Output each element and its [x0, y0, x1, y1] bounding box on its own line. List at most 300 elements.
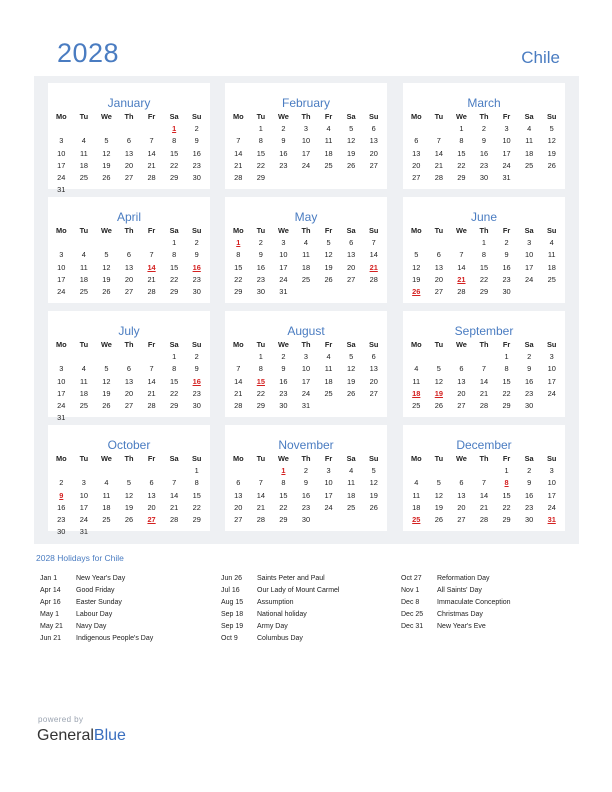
day-cell: 22 — [192, 502, 201, 512]
day-cell: 16 — [301, 490, 311, 500]
day-cell: 4 — [81, 136, 86, 146]
day-cell: 17 — [57, 274, 66, 284]
day-cell: 7 — [481, 364, 487, 374]
day-cell: 10 — [301, 364, 311, 374]
weekday-header: Su — [368, 340, 379, 349]
month-day-grid — [50, 453, 208, 538]
day-cell: 14 — [147, 376, 156, 386]
day-cell: 1 — [172, 352, 177, 362]
day-cell: 23 — [192, 388, 201, 398]
day-cell: 13 — [234, 490, 243, 500]
day-cell: 21 — [256, 502, 265, 512]
month-title: September — [454, 324, 514, 338]
month-august — [225, 311, 387, 417]
day-cell: 30 — [279, 400, 288, 410]
weekday-header: Su — [368, 226, 379, 235]
day-cell: 18 — [324, 376, 333, 386]
month-july — [48, 311, 210, 423]
weekday-header: We — [277, 112, 289, 121]
month-title: February — [281, 96, 331, 110]
holiday-name: Columbus Day — [257, 635, 303, 643]
holiday-entry — [401, 609, 511, 621]
holiday-name: Saints Peter and Paul — [257, 575, 325, 582]
holidays-title: 2028 Holidays for Chile — [36, 553, 124, 563]
holiday-name: Immaculate Conception — [437, 599, 511, 607]
day-cell: 3 — [303, 352, 309, 362]
day-cell: 4 — [414, 364, 419, 374]
weekday-header: Th — [124, 112, 134, 121]
month-title: March — [467, 96, 501, 110]
day-cell: 26 — [547, 160, 556, 170]
weekday-header: Su — [191, 226, 202, 235]
weekday-header: Sa — [169, 340, 179, 349]
day-cell: 13 — [457, 490, 466, 500]
day-cell: 31 — [502, 172, 511, 182]
day-cell: 18 — [79, 274, 88, 284]
day-cell: 27 — [124, 400, 134, 410]
weekday-header: Th — [301, 340, 311, 349]
weekday-header: Tu — [434, 340, 444, 349]
day-cell: 29 — [502, 514, 511, 524]
weekday-header: Fr — [502, 112, 511, 121]
month-march — [403, 83, 565, 189]
day-cell: 15 — [279, 490, 288, 500]
holiday-day: 19 — [434, 388, 443, 398]
weekday-header: Fr — [324, 112, 333, 121]
day-cell: 30 — [502, 286, 511, 296]
holiday-date: Jan 1 — [40, 575, 58, 582]
weekday-header: Th — [301, 112, 311, 121]
day-cell: 8 — [258, 136, 263, 146]
holiday-date: Apr 14 — [40, 587, 61, 595]
day-cell: 28 — [234, 400, 243, 410]
holiday-name: New Year's Day — [76, 575, 126, 582]
day-cell: 8 — [172, 364, 177, 374]
weekday-header: Su — [368, 454, 379, 463]
day-cell: 12 — [369, 478, 378, 488]
day-cell: 24 — [525, 274, 534, 284]
day-cell: 3 — [527, 238, 532, 248]
weekday-header: Mo — [410, 226, 422, 235]
day-cell: 29 — [502, 400, 511, 410]
month-june — [403, 197, 565, 303]
powered-by-text: powered by — [38, 715, 84, 724]
day-cell: 2 — [281, 352, 286, 362]
day-cell: 24 — [57, 172, 66, 182]
day-cell: 20 — [457, 502, 466, 512]
day-cell: 17 — [547, 376, 556, 386]
day-cell: 20 — [369, 376, 378, 386]
day-cell: 9 — [504, 250, 509, 260]
holiday-day: 14 — [147, 262, 156, 272]
day-cell: 23 — [502, 274, 511, 284]
day-cell: 14 — [147, 148, 156, 158]
day-cell: 5 — [349, 124, 354, 134]
holiday-entry — [401, 585, 511, 597]
holiday-date: Oct 27 — [401, 575, 422, 582]
month-day-grid — [50, 111, 208, 196]
weekday-header: Sa — [346, 226, 356, 235]
day-cell: 5 — [436, 478, 441, 488]
holiday-name: Navy Day — [76, 623, 107, 631]
day-cell: 20 — [147, 502, 156, 512]
day-cell: 11 — [525, 136, 533, 146]
day-cell: 16 — [525, 376, 534, 386]
day-cell: 21 — [147, 388, 156, 398]
day-cell: 6 — [371, 352, 376, 362]
empty-cell — [405, 465, 428, 477]
weekday-header: Su — [546, 340, 557, 349]
empty-cell — [450, 351, 473, 363]
day-cell: 13 — [124, 148, 134, 158]
holiday-name: Good Friday — [76, 587, 115, 595]
day-cell: 22 — [234, 274, 243, 284]
day-cell: 5 — [414, 250, 419, 260]
day-cell: 10 — [79, 490, 88, 500]
day-cell: 9 — [194, 364, 199, 374]
holiday-date: Sep 18 — [221, 611, 244, 619]
day-cell: 24 — [324, 502, 333, 512]
day-cell: 29 — [170, 286, 179, 296]
empty-cell — [405, 351, 428, 363]
day-cell: 21 — [147, 160, 156, 170]
day-cell: 21 — [170, 502, 179, 512]
holiday-name: National holiday — [257, 611, 307, 619]
weekday-header: Sa — [169, 454, 179, 463]
day-cell: 11 — [324, 364, 333, 374]
day-cell: 14 — [256, 490, 265, 500]
day-cell: 5 — [326, 238, 331, 248]
weekday-header: Th — [479, 112, 489, 121]
month-january — [48, 83, 210, 195]
holiday-entry — [40, 597, 153, 609]
empty-cell — [450, 465, 473, 477]
weekday-header: We — [100, 112, 112, 121]
weekday-header: Sa — [524, 454, 534, 463]
empty-cell — [95, 351, 118, 363]
day-cell: 15 — [479, 262, 489, 272]
empty-cell — [95, 465, 118, 477]
month-day-grid — [405, 225, 563, 298]
day-cell: 14 — [479, 490, 489, 500]
weekday-header: Sa — [346, 340, 356, 349]
month-day-grid — [405, 339, 563, 412]
holiday-day: 31 — [547, 514, 556, 524]
day-cell: 13 — [369, 136, 378, 146]
weekday-header: We — [455, 340, 467, 349]
day-cell: 5 — [126, 478, 132, 488]
weekday-header: Fr — [324, 226, 333, 235]
weekday-header: Mo — [410, 454, 422, 463]
day-cell: 17 — [301, 376, 311, 386]
day-cell: 14 — [234, 148, 243, 158]
holiday-day: 21 — [457, 274, 466, 284]
day-cell: 28 — [147, 400, 156, 410]
day-cell: 17 — [57, 388, 66, 398]
empty-cell — [405, 123, 428, 135]
weekday-header: Mo — [410, 112, 422, 121]
day-cell: 5 — [349, 352, 354, 362]
empty-cell — [428, 237, 451, 249]
day-cell: 25 — [347, 502, 356, 512]
holiday-date: Jun 21 — [40, 635, 62, 643]
day-cell: 25 — [79, 400, 88, 410]
month-title: December — [456, 438, 512, 452]
day-cell: 14 — [457, 262, 466, 272]
day-cell: 4 — [326, 352, 331, 362]
day-cell: 7 — [236, 136, 241, 146]
day-cell: 1 — [481, 238, 487, 248]
weekday-header: Tu — [434, 226, 444, 235]
day-cell: 22 — [502, 388, 511, 398]
empty-cell — [118, 123, 141, 135]
holiday-date: Jul 16 — [221, 587, 240, 595]
day-cell: 10 — [57, 262, 66, 272]
day-cell: 3 — [303, 124, 309, 134]
empty-cell — [250, 465, 273, 477]
day-cell: 24 — [301, 388, 311, 398]
holiday-name: All Saints' Day — [437, 587, 482, 595]
day-cell: 21 — [234, 388, 243, 398]
day-cell: 4 — [104, 478, 109, 488]
day-cell: 4 — [303, 238, 309, 248]
day-cell: 17 — [547, 490, 556, 500]
day-cell: 24 — [57, 400, 66, 410]
month-april — [48, 197, 210, 303]
weekday-header: Tu — [256, 112, 266, 121]
day-cell: 19 — [369, 490, 378, 500]
day-cell: 20 — [347, 262, 356, 272]
day-cell: 3 — [504, 124, 509, 134]
day-cell: 6 — [414, 136, 419, 146]
day-cell: 26 — [434, 514, 443, 524]
day-cell: 16 — [525, 490, 534, 500]
empty-cell — [118, 465, 141, 477]
day-cell: 3 — [59, 250, 64, 260]
weekday-header: Th — [124, 454, 134, 463]
weekday-header: Fr — [147, 226, 156, 235]
day-cell: 17 — [502, 148, 511, 158]
day-cell: 13 — [457, 376, 466, 386]
day-cell: 6 — [126, 364, 132, 374]
day-cell: 27 — [234, 514, 243, 524]
day-cell: 19 — [347, 148, 356, 158]
day-cell: 12 — [324, 250, 333, 260]
day-cell: 29 — [256, 172, 265, 182]
day-cell: 30 — [525, 514, 534, 524]
holiday-column-3 — [401, 573, 511, 633]
day-cell: 19 — [324, 262, 333, 272]
weekday-header: Tu — [256, 454, 266, 463]
weekday-header: Sa — [524, 340, 534, 349]
day-cell: 12 — [412, 262, 421, 272]
empty-cell — [473, 465, 496, 477]
day-cell: 6 — [126, 136, 132, 146]
day-cell: 18 — [525, 148, 534, 158]
month-may — [225, 197, 387, 303]
empty-cell — [50, 465, 73, 477]
day-cell: 10 — [57, 148, 66, 158]
weekday-header: Th — [124, 340, 134, 349]
weekday-header: Sa — [346, 112, 356, 121]
day-cell: 2 — [481, 124, 487, 134]
day-cell: 5 — [104, 250, 109, 260]
day-cell: 15 — [170, 148, 179, 158]
day-cell: 26 — [102, 400, 111, 410]
day-cell: 8 — [172, 250, 177, 260]
day-cell: 12 — [347, 364, 356, 374]
empty-cell — [140, 123, 163, 135]
month-day-grid — [227, 225, 385, 298]
weekday-header: Su — [191, 454, 202, 463]
weekday-header: Sa — [346, 454, 356, 463]
day-cell: 11 — [412, 490, 421, 500]
day-cell: 16 — [256, 262, 265, 272]
day-cell: 28 — [147, 172, 156, 182]
weekday-header: Mo — [55, 226, 67, 235]
holiday-day: 21 — [369, 262, 378, 272]
holiday-day: 26 — [412, 286, 421, 296]
day-cell: 4 — [549, 238, 554, 248]
day-cell: 23 — [525, 502, 534, 512]
day-cell: 30 — [192, 286, 201, 296]
day-cell: 1 — [258, 352, 263, 362]
day-cell: 7 — [436, 136, 441, 146]
day-cell: 9 — [281, 364, 286, 374]
day-cell: 11 — [302, 250, 310, 260]
day-cell: 4 — [326, 124, 331, 134]
month-title: November — [278, 438, 334, 452]
day-cell: 1 — [172, 238, 177, 248]
day-cell: 25 — [102, 514, 111, 524]
empty-cell — [428, 465, 451, 477]
day-cell: 22 — [170, 160, 179, 170]
day-cell: 15 — [170, 262, 179, 272]
day-cell: 19 — [102, 274, 111, 284]
day-cell: 28 — [256, 514, 265, 524]
day-cell: 28 — [457, 286, 466, 296]
year-title: 2028 — [57, 38, 120, 68]
day-cell: 15 — [234, 262, 243, 272]
holiday-entry — [221, 585, 339, 597]
day-cell: 29 — [256, 400, 265, 410]
day-cell: 9 — [303, 478, 309, 488]
day-cell: 7 — [481, 478, 487, 488]
day-cell: 25 — [324, 388, 333, 398]
day-cell: 11 — [412, 376, 421, 386]
weekday-header: Fr — [502, 226, 511, 235]
day-cell: 25 — [412, 400, 421, 410]
weekday-header: Sa — [169, 226, 179, 235]
day-cell: 4 — [527, 124, 532, 134]
day-cell: 2 — [527, 466, 532, 476]
empty-cell — [163, 465, 186, 477]
holiday-date: May 21 — [40, 623, 63, 631]
day-cell: 1 — [504, 352, 509, 362]
day-cell: 4 — [349, 466, 354, 476]
holiday-entry — [40, 585, 153, 597]
weekday-header: Mo — [55, 340, 67, 349]
holiday-column-2 — [221, 573, 339, 646]
day-cell: 23 — [279, 388, 288, 398]
day-cell: 20 — [124, 388, 134, 398]
day-cell: 12 — [102, 262, 111, 272]
holiday-column-1 — [40, 573, 153, 646]
weekday-header: Fr — [147, 112, 156, 121]
day-cell: 26 — [124, 514, 134, 524]
holiday-entry — [221, 597, 339, 609]
day-cell: 8 — [236, 250, 241, 260]
day-cell: 7 — [258, 478, 263, 488]
holiday-name: Assumption — [257, 599, 294, 607]
month-title: July — [118, 324, 140, 338]
day-cell: 23 — [525, 388, 534, 398]
weekday-header: Tu — [434, 454, 444, 463]
calendar-grid — [34, 76, 579, 544]
day-cell: 8 — [459, 136, 464, 146]
day-cell: 21 — [434, 160, 443, 170]
day-cell: 12 — [434, 490, 443, 500]
holiday-day: 1 — [281, 466, 286, 476]
day-cell: 27 — [369, 160, 378, 170]
weekday-header: Mo — [232, 340, 244, 349]
day-cell: 14 — [434, 148, 443, 158]
holiday-entry — [40, 609, 153, 621]
empty-cell — [118, 351, 141, 363]
day-cell: 30 — [301, 514, 311, 524]
day-cell: 2 — [281, 124, 286, 134]
day-cell: 30 — [57, 527, 66, 537]
day-cell: 14 — [234, 376, 243, 386]
day-cell: 18 — [301, 262, 311, 272]
weekday-header: Tu — [256, 226, 266, 235]
day-cell: 27 — [457, 514, 466, 524]
day-cell: 24 — [547, 388, 556, 398]
day-cell: 28 — [147, 286, 156, 296]
day-cell: 29 — [479, 286, 489, 296]
month-day-grid — [50, 225, 208, 298]
day-cell: 28 — [234, 172, 243, 182]
weekday-header: Fr — [324, 340, 333, 349]
day-cell: 26 — [347, 160, 356, 170]
day-cell: 26 — [102, 286, 111, 296]
day-cell: 25 — [324, 160, 333, 170]
day-cell: 11 — [80, 148, 88, 158]
day-cell: 31 — [301, 400, 311, 410]
weekday-header: Su — [546, 454, 557, 463]
day-cell: 18 — [102, 502, 111, 512]
month-october — [48, 425, 210, 537]
day-cell: 10 — [279, 250, 288, 260]
holiday-day: 9 — [59, 490, 64, 500]
day-cell: 28 — [369, 274, 378, 284]
day-cell: 17 — [57, 160, 66, 170]
day-cell: 25 — [79, 172, 88, 182]
day-cell: 7 — [459, 250, 464, 260]
holiday-day: 8 — [504, 478, 509, 488]
empty-cell — [50, 123, 73, 135]
day-cell: 27 — [457, 400, 466, 410]
generalblue-logo[interactable] — [37, 727, 126, 745]
empty-cell — [473, 351, 496, 363]
weekday-header: We — [455, 112, 467, 121]
day-cell: 19 — [547, 148, 556, 158]
day-cell: 19 — [412, 274, 421, 284]
day-cell: 24 — [79, 514, 88, 524]
day-cell: 2 — [527, 352, 532, 362]
day-cell: 10 — [547, 364, 556, 374]
day-cell: 30 — [256, 286, 265, 296]
